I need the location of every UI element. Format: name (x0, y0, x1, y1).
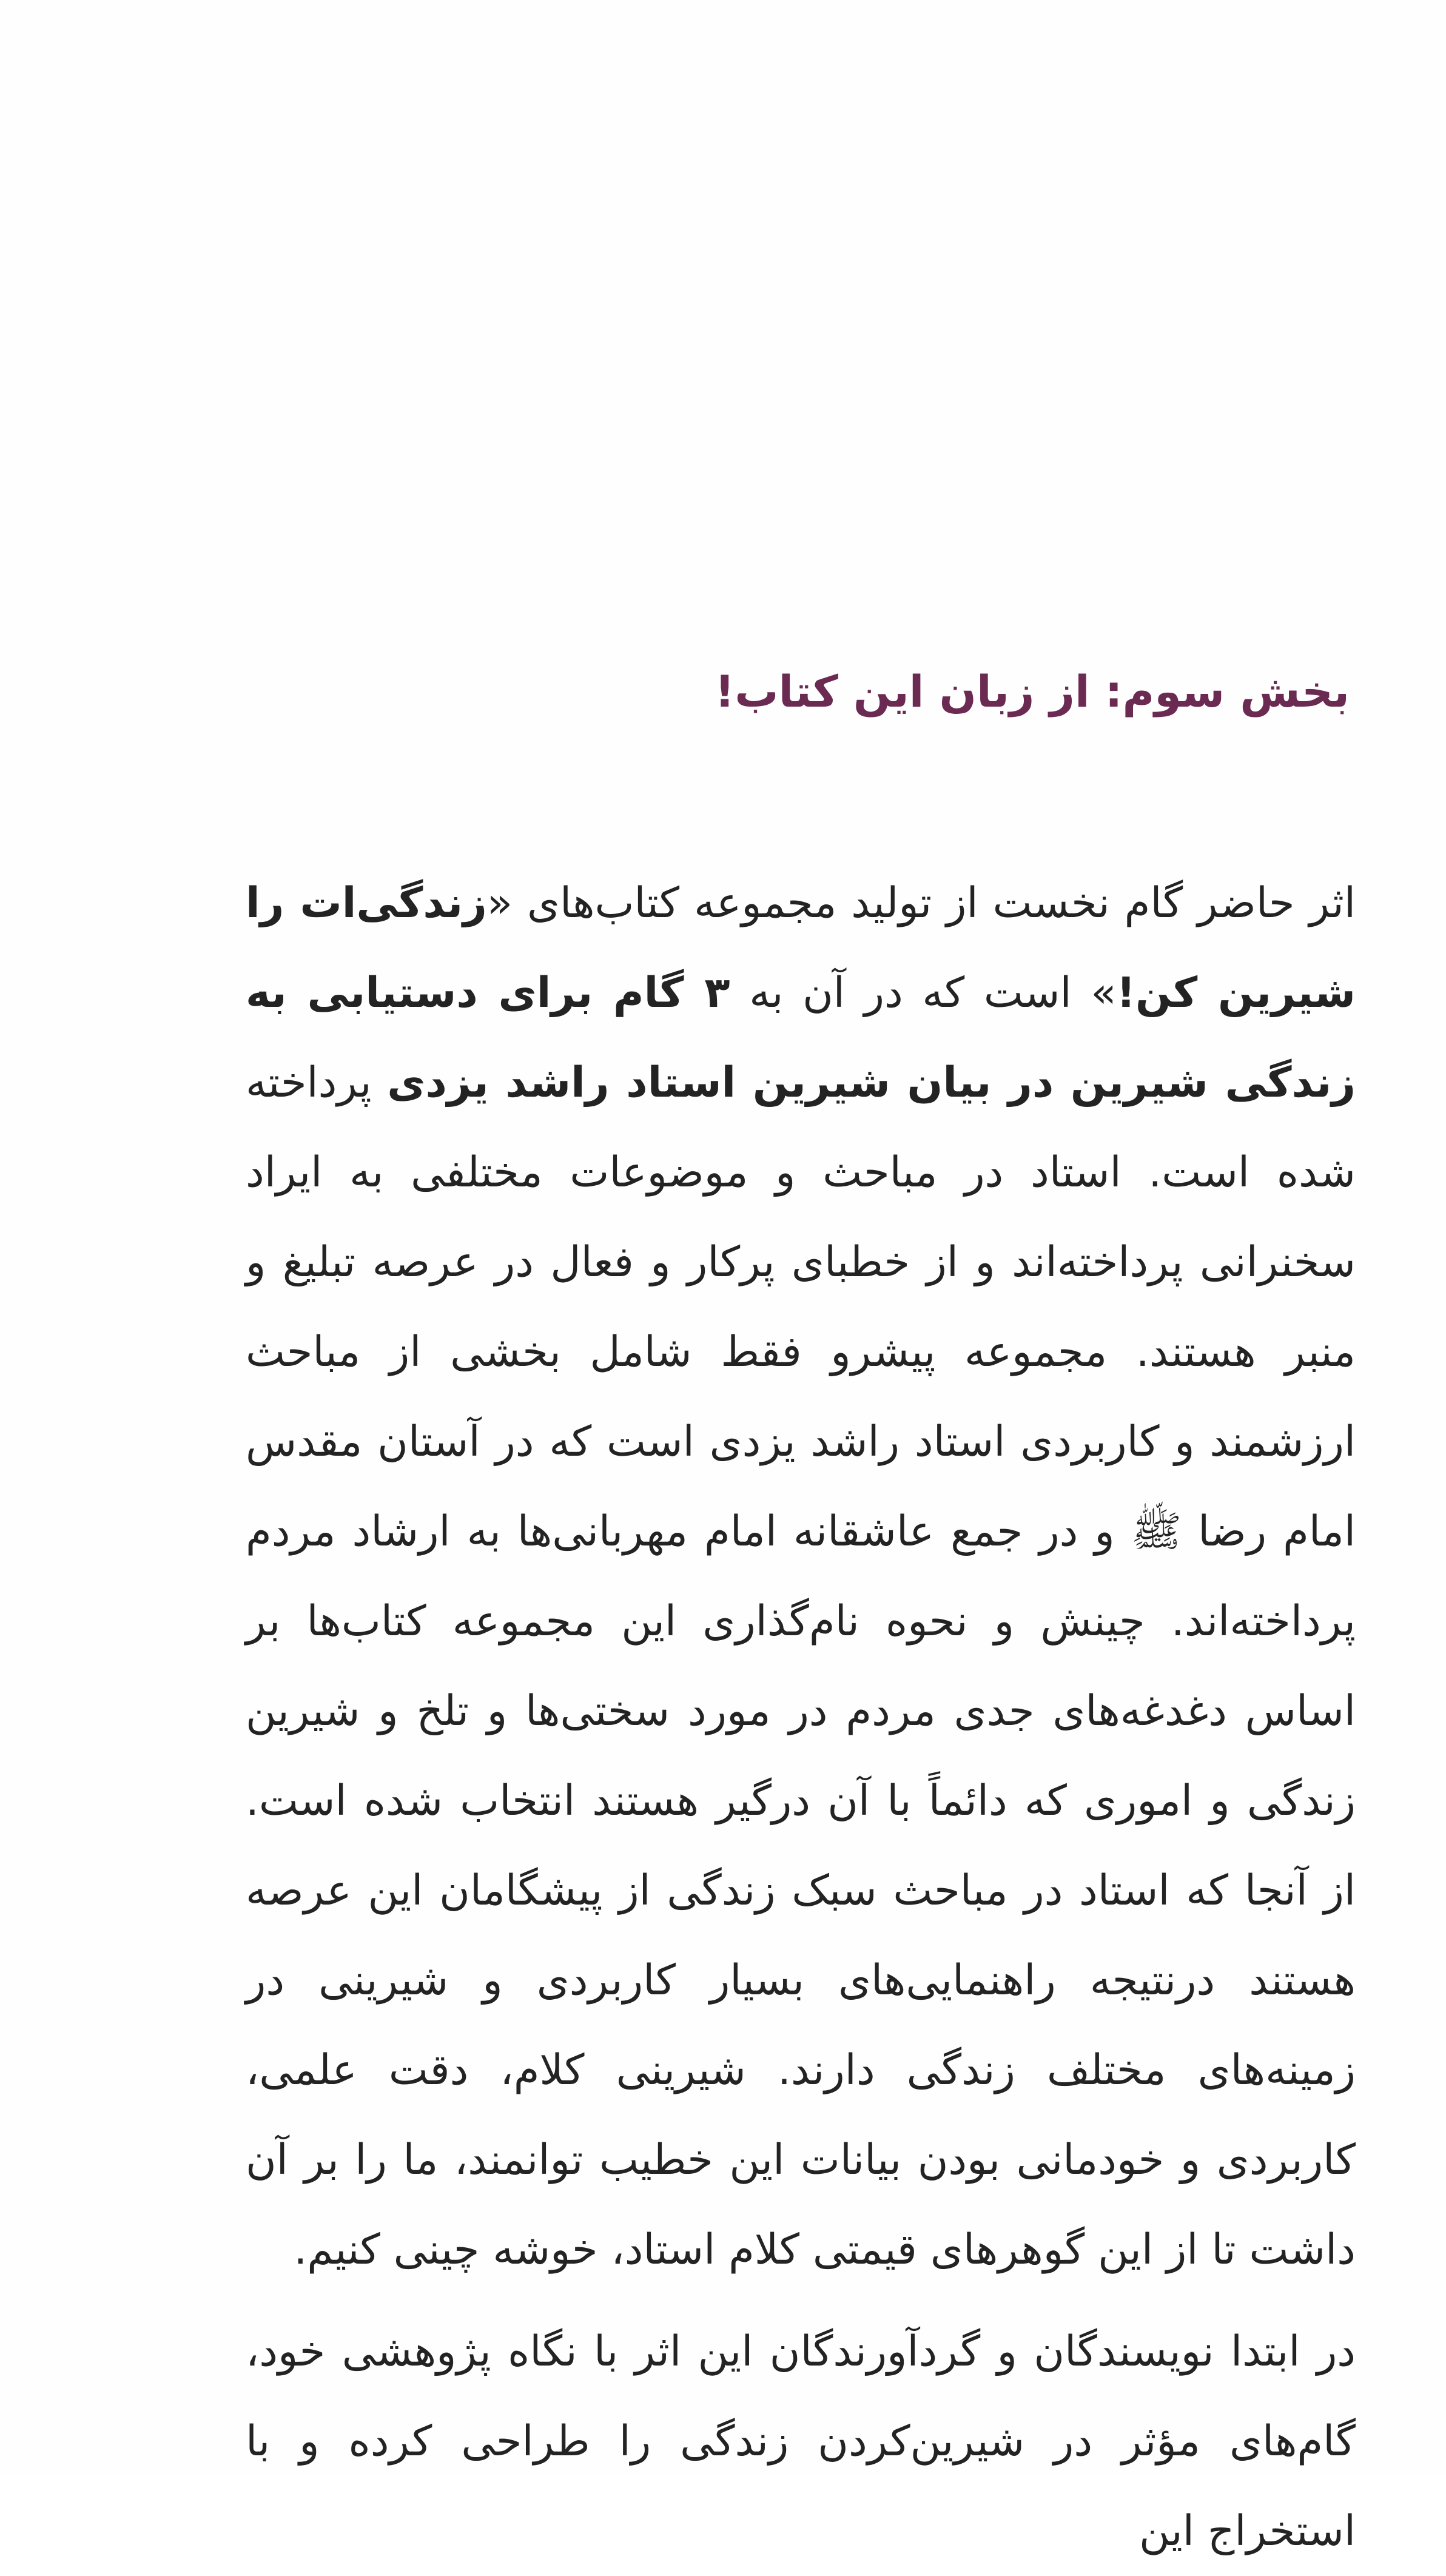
paragraph-1-intro: اثر حاضر گام نخست از تولید مجموعه کتاب‌های « (486, 879, 1356, 927)
paragraph-1 (246, 858, 1356, 2295)
section-title: بخش سوم: از زبان این کتاب! (715, 666, 1350, 717)
paragraph-1-body: پرداخته شده است. استاد در مباحث و موضوعات مختلفی به ایراد سخنرانی پرداخته‌اند و از خطبای پرکار و فعال در عرصه تبلیغ و منبر هستند. مجموعه پیشرو فقط شامل بخشی از مباحث ارزشمند و کاربردی استاد راشد یزدی است که در آستان مقدس امام رضا ﷺ و در جمع عاشقانه امام مهربانی‌ها به ارشاد مردم پرداخته‌اند. چینش و نحوه نام‌گذاری این مجموعه کتاب‌ها بر اساس دغدغه‌های جدی مردم در مورد سختی‌ها و تلخ و شیرین زندگی و اموری که دائماً با آن درگیر هستند انتخاب شده است. از آنجا که استاد در مباحث سبک زندگی از پیشگامان این عرصه هستند درنتیجه راهنمایی‌های بسیار کاربردی و شیرینی در زمینه‌های مختلف زندگی دارند. شیرینی کلام، دقت علمی، کاربردی و خودمانی بودن بیانات این خطیب توانمند، ما را بر آن داشت تا از این گوهرهای قیمتی کلام استاد، خوشه چینی کنیم. (246, 1058, 1356, 2274)
book-series-title: زندگی‌ات را شیرین کن! (246, 879, 1356, 1017)
paragraph-1-highlight: ۳ گام برای دستیابی به زندگی شیرین در بیان شیرین استاد راشد یزدی (246, 969, 1356, 1107)
page-text-block (246, 658, 1356, 2576)
paragraph-1-connector: » است که در آن به (730, 969, 1117, 1017)
paragraph-2: در ابتدا نویسندگان و گردآورندگان این اثر با نگاه پژوهشی خود، گام‌های مؤثر در شیرین‌کردن زندگی را طراحی کرده و با استخراج این (246, 2327, 1356, 2555)
